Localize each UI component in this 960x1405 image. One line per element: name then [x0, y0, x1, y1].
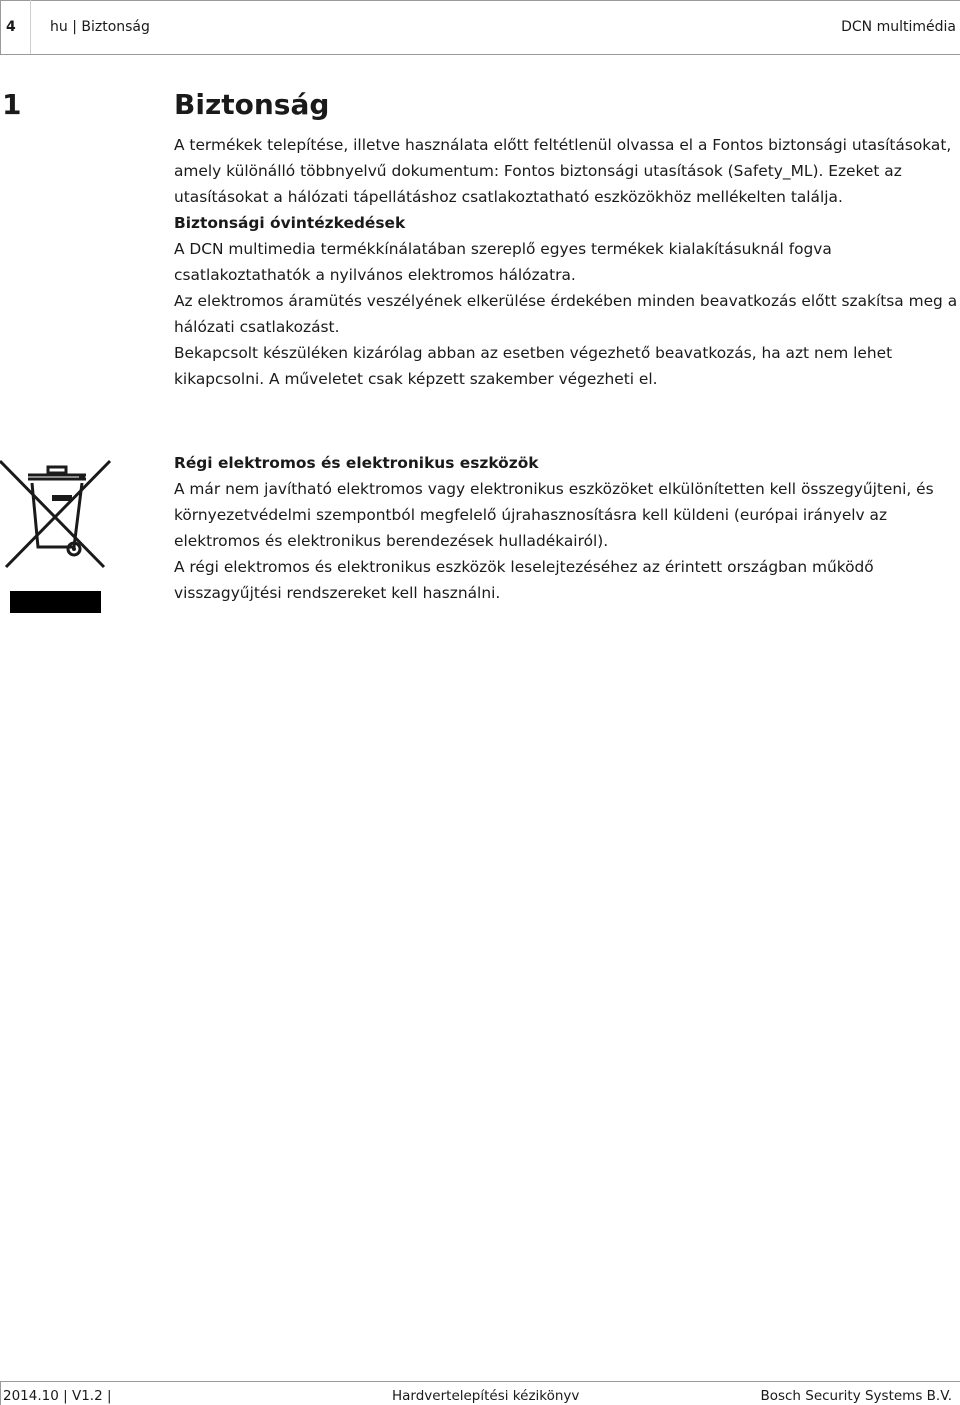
crossed-out-wheelie-bin-icon	[0, 455, 112, 615]
chapter-number: 1	[2, 88, 22, 121]
weee-paragraph: A már nem javítható elektromos vagy elektronikus eszközöket elkülönítetten kell összegyűjteni, és környezetvédelmi szempontból megfelelő újrahasznosításra kell küldeni (európai irányelv az elektromos és elektronikus berendezések hulladékairól).	[174, 480, 934, 550]
header-left-rule	[0, 0, 1, 55]
footer-rule	[0, 1381, 960, 1382]
header-bottom-rule	[0, 54, 960, 55]
breadcrumb: hu | Biztonság	[50, 19, 150, 35]
footer-left-rule	[0, 1381, 1, 1405]
header-separator	[30, 0, 31, 55]
header-top-rule	[0, 0, 960, 1]
chapter-title: Biztonság	[174, 88, 330, 121]
safety-paragraph: Az elektromos áramütés veszélyének elkerülése érdekében minden beavatkozás előtt szakítsa meg a hálózati csatlakozást.	[174, 292, 958, 336]
document-title: DCN multimédia	[841, 19, 956, 35]
intro-paragraph: A termékek telepítése, illetve használata előtt feltétlenül olvassa el a Fontos biztonsági utasításokat, amely különálló többnyelvű dokumentum: Fontos biztonsági utasítások (Safety_ML). Ezeket az utasításokat a hálózati tápellátáshoz csatlakoztatható eszközökhöz mellékelten találja.	[174, 136, 952, 206]
footer-version: 2014.10 | V1.2 |	[3, 1388, 112, 1404]
safety-paragraph: Bekapcsolt készüléken kizárólag abban az esetben végezhető beavatkozás, ha azt nem lehet kikapcsolni. A műveletet csak képzett szakember végezheti el.	[174, 344, 893, 388]
weee-heading: Régi elektromos és elektronikus eszközök	[174, 454, 539, 472]
page-number: 4	[6, 19, 16, 35]
safety-paragraph: A DCN multimedia termékkínálatában szereplő egyes termékek kialakításuknál fogva csatlakoztathatók a nyilvános elektromos hálózatra.	[174, 240, 832, 284]
safety-heading: Biztonsági óvintézkedések	[174, 214, 406, 232]
footer-company: Bosch Security Systems B.V.	[760, 1388, 952, 1404]
weee-section	[174, 450, 958, 606]
safety-section	[174, 132, 958, 392]
footer-manual-title: Hardvertelepítési kézikönyv	[392, 1388, 580, 1404]
weee-paragraph: A régi elektromos és elektronikus eszközök leselejtezéséhez az érintett országban működő visszagyűjtési rendszereket kell használni.	[174, 558, 874, 602]
